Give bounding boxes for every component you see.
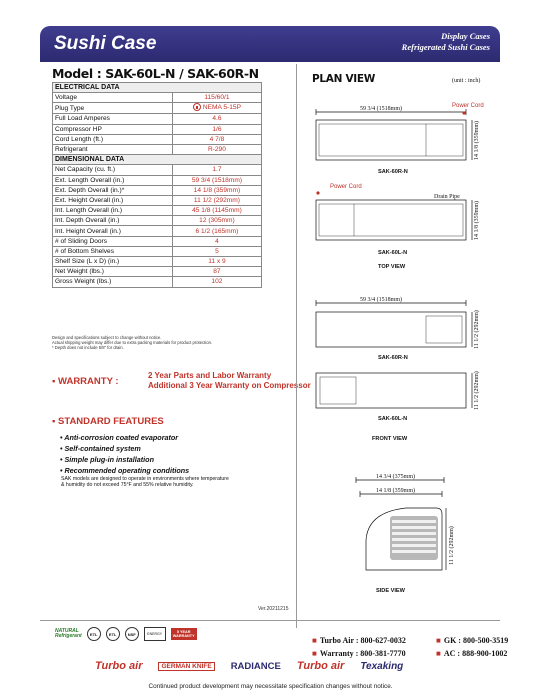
spec-value: 11 1/2 (292mm)	[172, 195, 261, 205]
spec-value: 1.7	[172, 165, 261, 175]
spec-label: Int. Height Overall (in.)	[53, 226, 173, 236]
spec-value: 1/6	[172, 124, 261, 134]
spec-value: NEMA 5-15P	[172, 103, 261, 114]
model-title: Model : SAK-60L-N / SAK-60R-N	[52, 66, 259, 81]
spec-label: Voltage	[53, 93, 173, 103]
spec-value: 14 1/8 (359mm)	[172, 185, 261, 195]
spec-value: 4.6	[172, 114, 261, 124]
spec-label: Full Load Amperes	[53, 114, 173, 124]
power-cord-label-l: Power Cord	[330, 184, 362, 190]
warranty-phone: Warranty : 800-381-7770	[319, 649, 406, 658]
standard-features-label: STANDARD FEATURES	[58, 416, 164, 427]
brand-logos	[95, 660, 403, 672]
spec-row	[53, 185, 262, 195]
spec-row	[53, 144, 262, 154]
dim-depth-l: 14 1/8 (359mm)	[474, 201, 480, 240]
spec-row	[53, 175, 262, 185]
nsf-cert-icon: NSF	[125, 627, 139, 641]
spec-row	[53, 216, 262, 226]
spec-value: 4 7/8	[172, 134, 261, 144]
spec-row	[53, 134, 262, 144]
german-knife-logo: GERMAN KNIFE	[158, 662, 214, 671]
spec-row	[53, 124, 262, 134]
dim-side-height: 11 1/2 (292mm)	[449, 526, 455, 565]
page-title: Sushi Case	[54, 33, 157, 54]
spec-label: Refrigerant	[53, 144, 173, 154]
spec-label: Ext. Height Overall (in.)	[53, 195, 173, 205]
spec-value: R-290	[172, 144, 261, 154]
spec-value: 4	[172, 236, 261, 246]
model-label-l-top: SAK-60L-N	[378, 250, 408, 256]
five-year-warranty-badge: 5 YEAR WARRANTY	[171, 628, 197, 640]
warranty-line: 2 Year Parts and Labor Warranty	[148, 371, 272, 380]
footer-divider	[40, 620, 500, 621]
model-label-r-front: SAK-60R-N	[378, 355, 408, 361]
turbo-air-logo: Turbo air	[95, 660, 143, 672]
spec-label: Int. Length Overall (in.)	[53, 206, 173, 216]
spec-row	[53, 277, 262, 287]
spec-value: 102	[172, 277, 261, 287]
spec-row	[53, 267, 262, 277]
spec-row	[53, 206, 262, 216]
spec-notes	[52, 335, 212, 351]
spec-value: 11 x 9	[172, 257, 261, 267]
note-line: Design and specifications subject to change without notice.	[52, 335, 162, 340]
spec-label: Net Capacity (cu. ft.)	[53, 165, 173, 175]
spec-row	[53, 226, 262, 236]
spec-label: Shelf Size (L x D) (in.)	[53, 257, 173, 267]
spec-section-header	[53, 155, 262, 165]
header-subtitle-category: Display Cases	[441, 31, 490, 41]
power-cord-label-r: Power Cord	[452, 103, 484, 109]
turbo-air-phone: Turbo Air : 800-627-0032	[319, 636, 406, 645]
spec-section-header	[53, 83, 262, 93]
spec-label: Net Weight (lbs.)	[53, 267, 173, 277]
spec-label: # of Bottom Shelves	[53, 246, 173, 256]
dim-side-depth-1: 14 3/4 (375mm)	[376, 474, 415, 480]
dim-front-length: 59 3/4 (1518mm)	[360, 297, 402, 303]
spec-row	[53, 103, 262, 114]
warranty-line: Additional 3 Year Warranty on Compressor	[148, 381, 311, 390]
contact-info: ■ Turbo Air : 800-627-0032 ■ GK : 800-500-3519 ■ Warranty : 800-381-7770 ■ AC : 888-900-1002	[312, 636, 509, 658]
spec-value: 45 1/8 (1145mm)	[172, 206, 261, 216]
radiance-logo: RADIANCE	[230, 660, 281, 672]
spec-table	[52, 82, 262, 288]
spec-value: 59 3/4 (1518mm)	[172, 175, 261, 185]
side-view-label: SIDE VIEW	[376, 588, 405, 594]
spec-label: # of Sliding Doors	[53, 236, 173, 246]
spec-label: Int. Depth Overall (in.)	[53, 216, 173, 226]
spec-label: Plug Type	[53, 103, 173, 114]
spec-label: Ext. Length Overall (in.)	[53, 175, 173, 185]
spec-row	[53, 93, 262, 103]
natural-refrigerant-logo: NATURAL Refrigerant	[55, 627, 82, 639]
plug-icon	[193, 103, 201, 111]
etl-cert-icon: ETL	[87, 627, 101, 641]
dim-height-l: 11 1/2 (292mm)	[474, 371, 480, 410]
spec-row	[53, 236, 262, 246]
gk-phone: GK : 800-500-3519	[443, 636, 509, 645]
standard-features-heading: ▪ STANDARD FEATURES	[52, 416, 164, 427]
spec-value: 5	[172, 246, 261, 256]
spec-label: Cord Length (ft.)	[53, 134, 173, 144]
spec-row	[53, 246, 262, 256]
feature-item: • Simple plug-in installation	[60, 455, 154, 464]
standard-features-list	[60, 432, 229, 488]
dim-height-r: 11 1/2 (292mm)	[474, 310, 480, 349]
version-label: Ver.20211215	[258, 606, 289, 612]
texaking-logo: Texaking	[360, 660, 404, 672]
spec-value: 87	[172, 267, 261, 277]
energy-logo: ENERGY	[144, 627, 166, 641]
unit-label: (unit : inch)	[452, 78, 481, 84]
feature-item: • Recommended operating conditions	[60, 466, 190, 475]
drain-pipe-label: Drain Pipe	[434, 194, 460, 200]
spec-section-title: ELECTRICAL DATA	[53, 83, 262, 93]
model-label-l-front: SAK-60L-N	[378, 416, 408, 422]
spec-row	[53, 195, 262, 205]
model-label-r-top: SAK-60R-N	[378, 169, 408, 175]
plan-view-title: PLAN VIEW	[312, 73, 376, 85]
etl-sanitation-cert-icon: ETL	[106, 627, 120, 641]
note-line: Actual shipping weight may differ due to extra packing materials for product protection.	[52, 340, 213, 346]
turbo-air-logo-2: Turbo air	[296, 660, 345, 672]
spec-label: Compressor HP	[53, 124, 173, 134]
ac-phone: AC : 888-900-1002	[443, 649, 508, 658]
plan-view-drawings	[296, 0, 541, 700]
feature-note: SAK models are designed to operate in environments where temperature & humidity do not exceed 75°F and 55% relative humidity.	[61, 476, 229, 489]
spec-value: 115/60/1	[172, 93, 261, 103]
spec-label: Gross Weight (lbs.)	[53, 277, 173, 287]
top-view-label: TOP VIEW	[378, 264, 406, 270]
feature-item: • Self-contained system	[60, 444, 141, 453]
spec-label: Ext. Depth Overall (in.)*	[53, 185, 173, 195]
footer-disclaimer: Continued product development may necessitate specification changes without notice.	[148, 683, 393, 690]
warranty-label: ▪ WARRANTY :	[52, 376, 119, 387]
spec-row	[53, 114, 262, 124]
front-view-label: FRONT VIEW	[372, 436, 408, 442]
spec-row	[53, 165, 262, 175]
feature-item: • Anti-corrosion coated evaporator	[60, 433, 179, 442]
header-subtitle-product: Refrigerated Sushi Cases	[401, 42, 490, 52]
dim-depth-r: 14 1/8 (359mm)	[474, 121, 480, 160]
warranty-lines	[148, 371, 311, 391]
certification-logos	[55, 627, 197, 641]
spec-value: 6 1/2 (165mm)	[172, 226, 261, 236]
spec-value: 12 (305mm)	[172, 216, 261, 226]
spec-section-title: DIMENSIONAL DATA	[53, 155, 262, 165]
dim-side-depth-2: 14 1/8 (359mm)	[376, 488, 415, 494]
note-line: * Depth does not include 5/8" for drain.	[52, 345, 124, 351]
spec-row	[53, 257, 262, 267]
dim-length-r: 59 3/4 (1518mm)	[360, 106, 402, 112]
